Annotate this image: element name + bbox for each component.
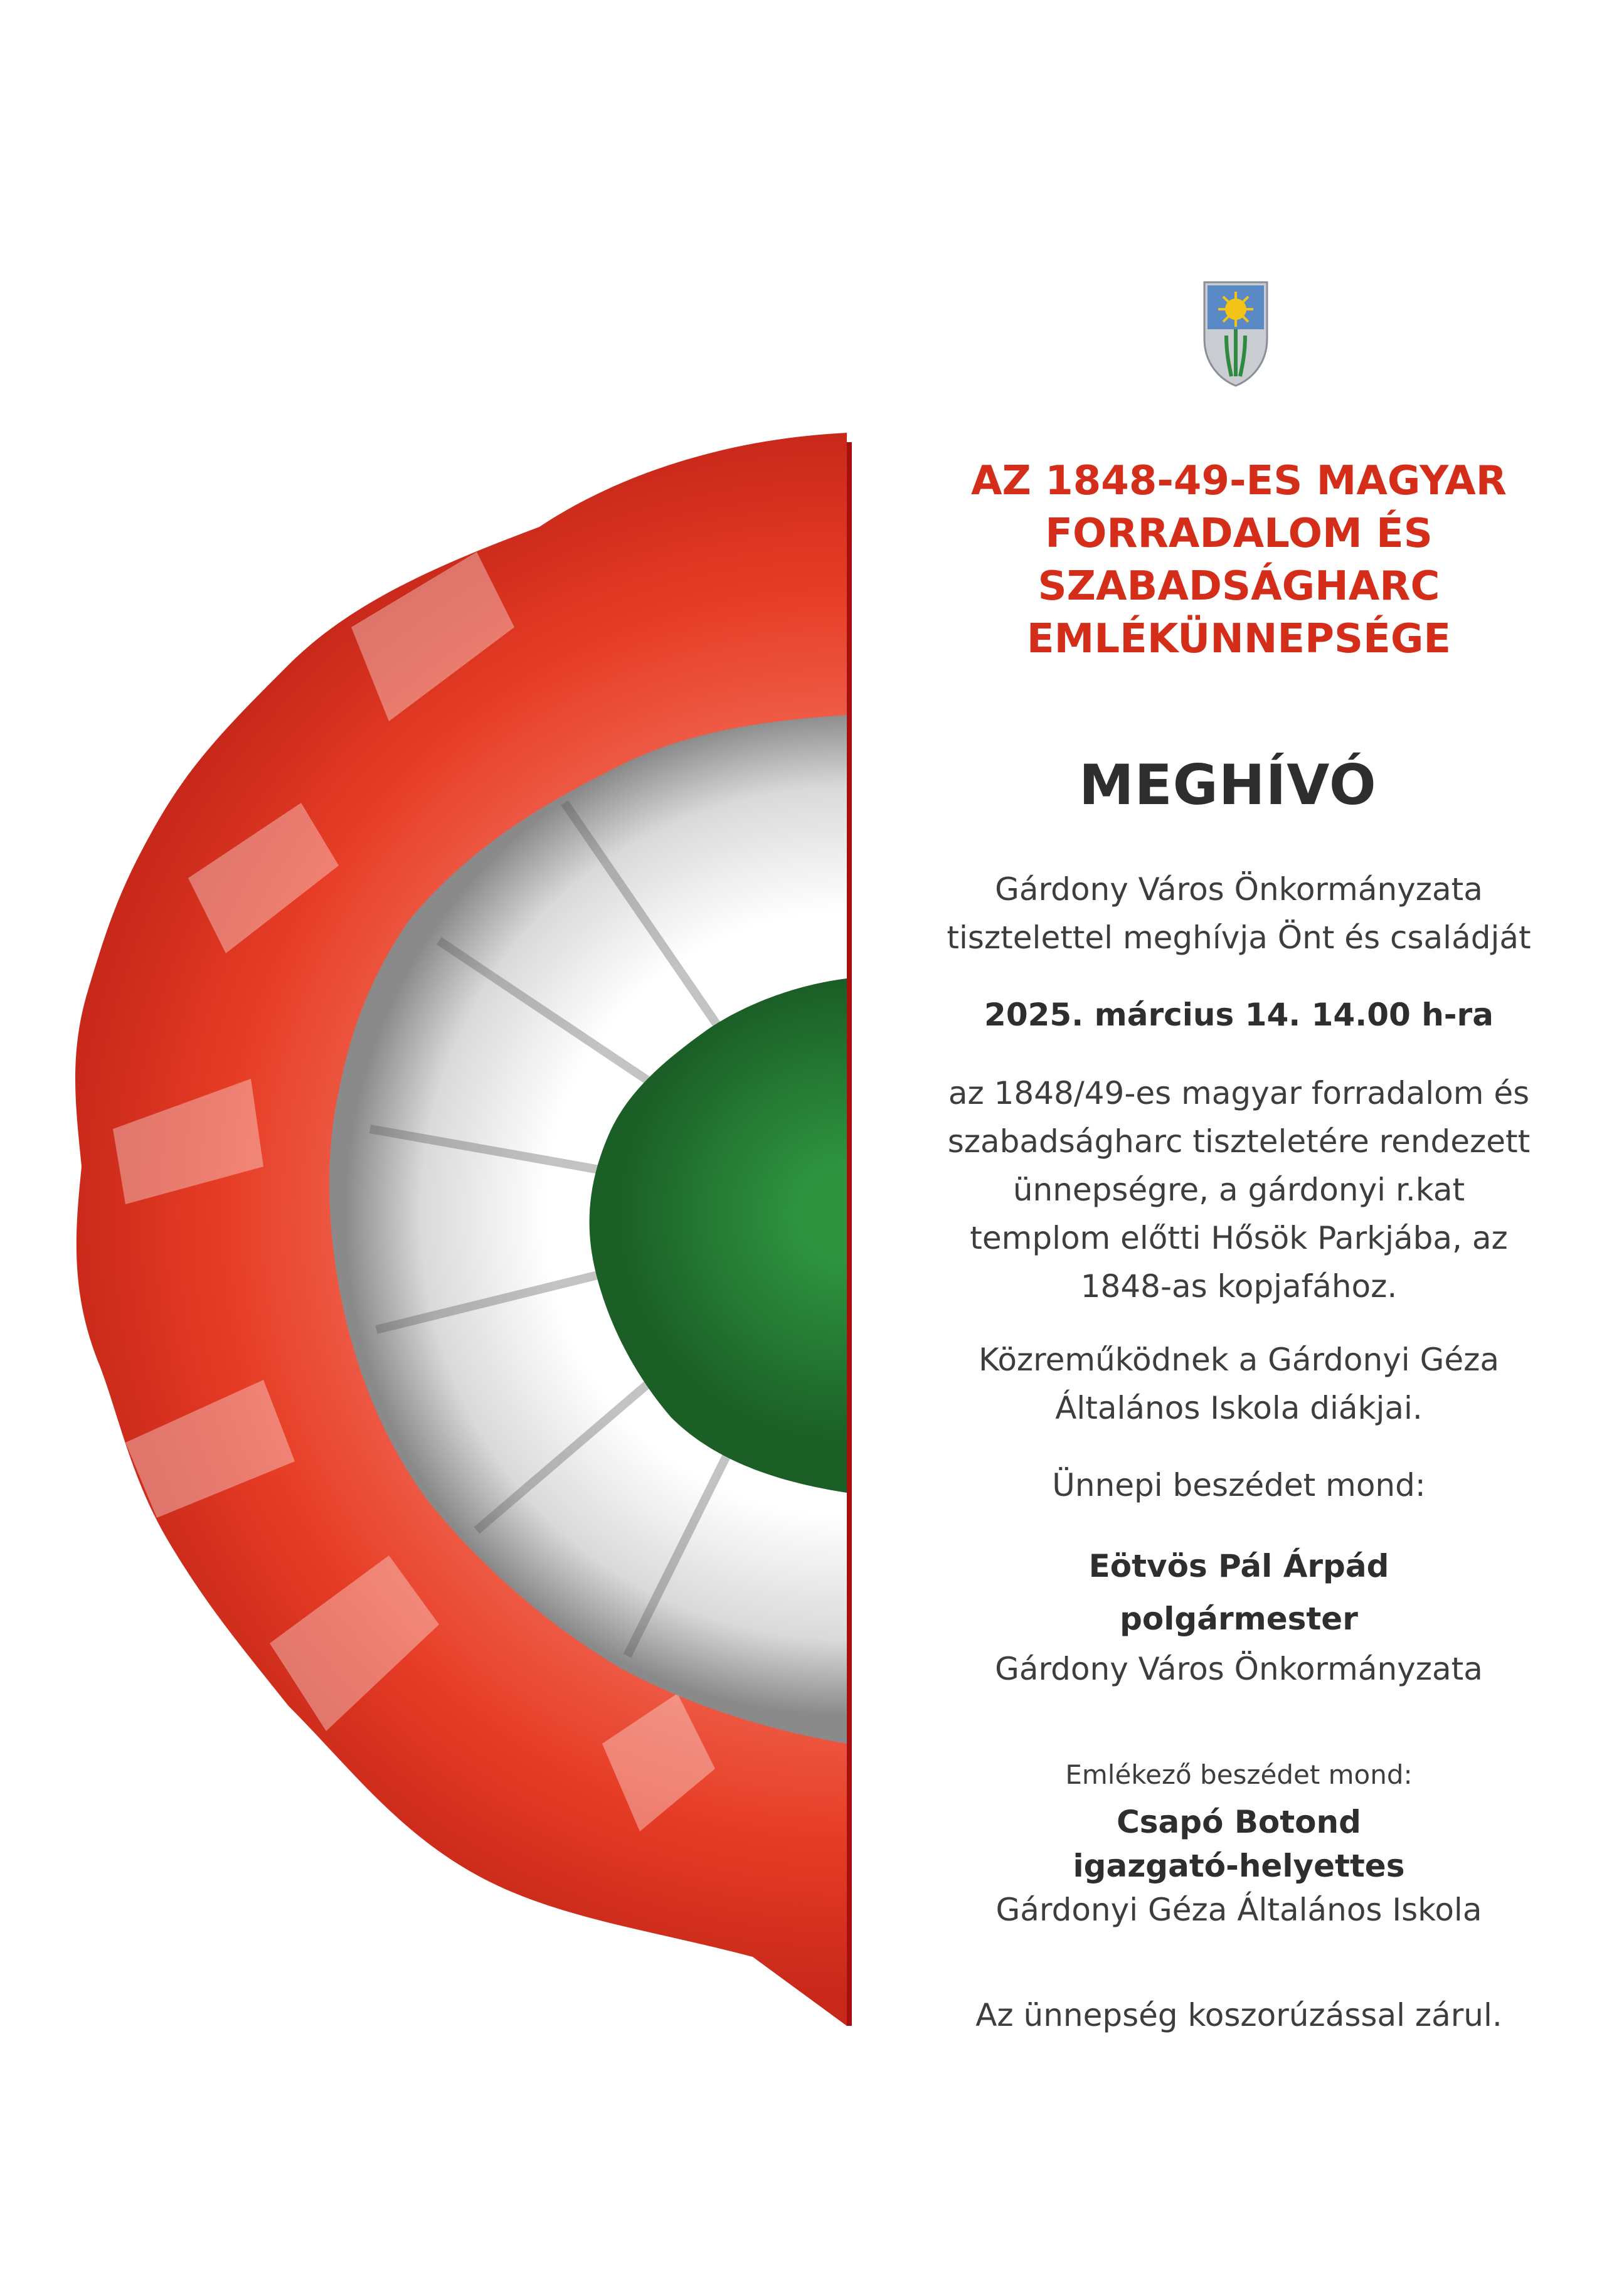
title-line: SZABADSÁGHARC xyxy=(1038,563,1440,610)
participants-line: Általános Iskola diákjai. xyxy=(1055,1390,1423,1426)
divider-line xyxy=(847,442,852,2026)
title-line: FORRADALOM ÉS xyxy=(1045,511,1433,557)
coat-of-arms-logo xyxy=(1201,279,1270,389)
detail-line: 1848-as kopjafához. xyxy=(1080,1268,1398,1305)
closing-block xyxy=(897,1991,1581,2040)
speech2-name: Csapó Botond xyxy=(1117,1804,1361,1840)
speech2-role: igazgató-helyettes xyxy=(1073,1848,1405,1884)
speech1-label-text: Ünnepi beszédet mond: xyxy=(1052,1467,1426,1503)
speech1-role: polgármester xyxy=(1120,1601,1358,1637)
speech2-speaker xyxy=(897,1800,1581,1932)
detail-line: ünnepségre, a gárdonyi r.kat xyxy=(1012,1172,1465,1208)
participants-line: Közreműködnek a Gárdonyi Géza xyxy=(979,1342,1499,1378)
event-date xyxy=(897,991,1581,1039)
speech2-label-text: Emlékező beszédet mond: xyxy=(1065,1759,1413,1790)
speech2-org: Gárdonyi Géza Általános Iskola xyxy=(995,1892,1482,1928)
speech1-label xyxy=(897,1461,1581,1510)
date-text: 2025. március 14. 14.00 h-ra xyxy=(984,997,1494,1033)
closing-text: Az ünnepség koszorúzással zárul. xyxy=(975,1997,1502,2033)
host-block xyxy=(897,866,1581,962)
details-block xyxy=(897,1069,1581,1311)
speech1-name: Eötvös Pál Árpád xyxy=(1088,1548,1389,1584)
invitation-heading: MEGHÍVÓ xyxy=(1079,753,1377,817)
participants-block xyxy=(897,1336,1581,1433)
detail-line: az 1848/49-es magyar forradalom és xyxy=(948,1075,1530,1111)
detail-line: templom előtti Hősök Parkjába, az xyxy=(970,1220,1508,1256)
host-line: Gárdony Város Önkormányzata xyxy=(995,871,1483,908)
host-line: tisztelettel meghívja Önt és családját xyxy=(947,919,1531,956)
title-line: AZ 1848-49-ES MAGYAR xyxy=(971,458,1507,504)
detail-line: szabadságharc tiszteletére rendezett xyxy=(947,1123,1531,1160)
event-title xyxy=(897,455,1581,665)
speech1-org: Gárdony Város Önkormányzata xyxy=(995,1651,1483,1687)
speech1-speaker xyxy=(897,1540,1581,1693)
speech2-label xyxy=(897,1756,1581,1794)
title-line: EMLÉKÜNNEPSÉGE xyxy=(1026,616,1452,662)
